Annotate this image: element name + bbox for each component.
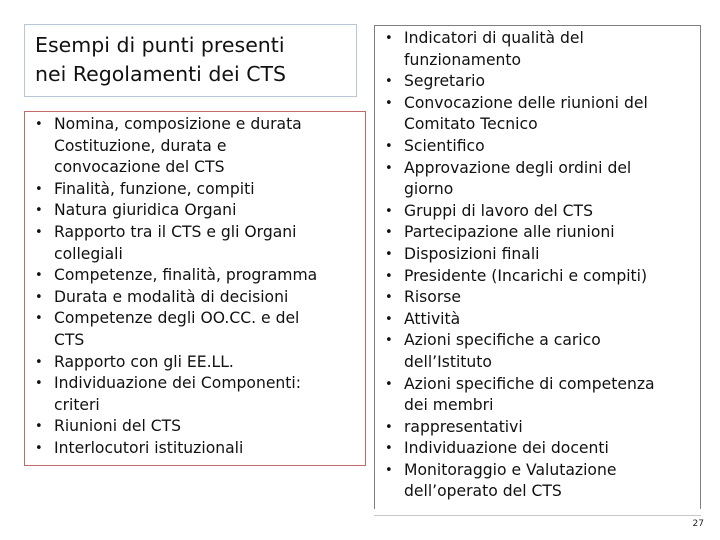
page-number: 27 [692,519,704,529]
bullet-icon: • [385,333,393,349]
list-item [380,201,655,223]
list-item [380,287,655,309]
list-item-text: Rapporto tra il CTS e gli Organi [54,222,297,241]
list-item [380,330,655,373]
bullet-icon: • [385,290,393,306]
list-item-text: Azioni specifiche a carico [404,331,601,350]
list-item-text: Presidente (Incarichi e compiti) [404,266,648,285]
list-item [30,265,317,287]
list-item [30,438,317,460]
bullet-icon: • [35,181,43,197]
list-item-text: Segretario [404,72,486,91]
list-item [30,416,317,438]
list-item [380,244,655,266]
list-item-text: Monitoraggio e Valutazione [404,460,617,479]
list-item [30,308,317,351]
footer-divider [374,515,701,516]
list-item [380,460,655,503]
bullet-icon: • [385,268,393,284]
list-item [380,71,655,93]
list-item [380,309,655,331]
bullet-icon: • [35,440,43,456]
list-item [380,374,655,417]
list-item [30,352,317,374]
list-item [380,28,655,71]
bullet-icon: • [385,462,393,478]
bullet-icon: • [35,203,43,219]
list-item [30,287,317,309]
list-item-text: Individuazione dei Componenti: [54,374,302,393]
list-item-text: Risorse [404,288,461,307]
title-line-2: nei Regolamenti dei CTS [35,62,287,86]
list-item-text: CTS [54,330,85,349]
page-footer-strip [0,509,720,540]
list-item-text: Competenze, finalità, programma [54,266,318,285]
list-item-text: Finalità, funzione, compiti [54,179,255,198]
list-item-text: giorno [404,180,454,199]
left-bullet-list [30,114,317,460]
list-item [30,222,317,265]
list-item [380,417,655,439]
list-item-text: Comitato Tecnico [404,115,538,134]
list-item-text: Riunioni del CTS [54,417,182,436]
list-item [380,158,655,201]
bullet-icon: • [35,419,43,435]
bullet-icon: • [385,419,393,435]
bullet-icon: • [385,160,393,176]
list-item-text: Convocazione delle riunioni del [404,93,648,112]
bullet-icon: • [385,225,393,241]
list-item [380,266,655,288]
list-item-text: convocazione del CTS [54,158,225,177]
bullet-icon: • [35,289,43,305]
list-item [30,373,317,416]
list-item-text: Individuazione dei docenti [404,439,609,458]
list-item [30,200,317,222]
list-item-text: Rapporto con gli EE.LL. [54,352,234,371]
list-item-text: Approvazione degli ordini del [404,158,632,177]
list-item-text: funzionamento [404,50,522,69]
bullet-icon: • [385,31,393,46]
list-item-text: Competenze degli OO.CC. e del [54,309,300,328]
list-item-text: Attività [404,309,461,328]
list-item-text: collegiali [54,244,123,263]
bullet-icon: • [35,354,43,370]
list-item-text: Natura giuridica Organi [54,201,237,220]
list-item-text: Interlocutori istituzionali [54,438,244,457]
bullet-icon: • [35,311,43,327]
list-item-text: dell’operato del CTS [404,482,562,501]
list-item-text: Disposizioni finali [404,244,540,263]
bullet-icon: • [35,268,43,284]
bullet-icon: • [385,95,393,111]
list-item-text: dell’Istituto [404,352,492,371]
list-item-text: rappresentativi [404,417,523,436]
slide-title [35,31,286,89]
list-item [380,222,655,244]
list-item-text: Durata e modalità di decisioni [54,287,289,306]
list-item [30,114,317,179]
list-item-text: Azioni specifiche di competenza [404,374,655,393]
list-item-text: Costituzione, durata e [54,136,227,155]
list-item-text: Scientifico [404,136,485,155]
list-item [380,438,655,460]
bullet-icon: • [385,74,393,90]
right-bullet-list [380,28,655,503]
title-box [24,24,357,97]
title-line-1: Esempi di punti presenti [35,33,285,57]
list-item-text: dei membri [404,396,494,415]
list-item-text: criteri [54,395,100,414]
bullet-icon: • [385,311,393,327]
bullet-icon: • [385,376,393,392]
bullet-icon: • [35,117,43,132]
list-item-text: Gruppi di lavoro del CTS [404,201,593,220]
bullet-icon: • [35,376,43,392]
bullet-icon: • [385,441,393,457]
list-item [380,136,655,158]
list-item [30,179,317,201]
bullet-icon: • [385,246,393,262]
list-item-text: Nomina, composizione e durata [54,115,302,133]
list-item-text: Partecipazione alle riunioni [404,223,615,242]
bullet-icon: • [385,138,393,154]
list-item-text: Indicatori di qualità del [404,29,584,47]
list-item [380,93,655,136]
bullet-icon: • [385,203,393,219]
bullet-icon: • [35,224,43,240]
